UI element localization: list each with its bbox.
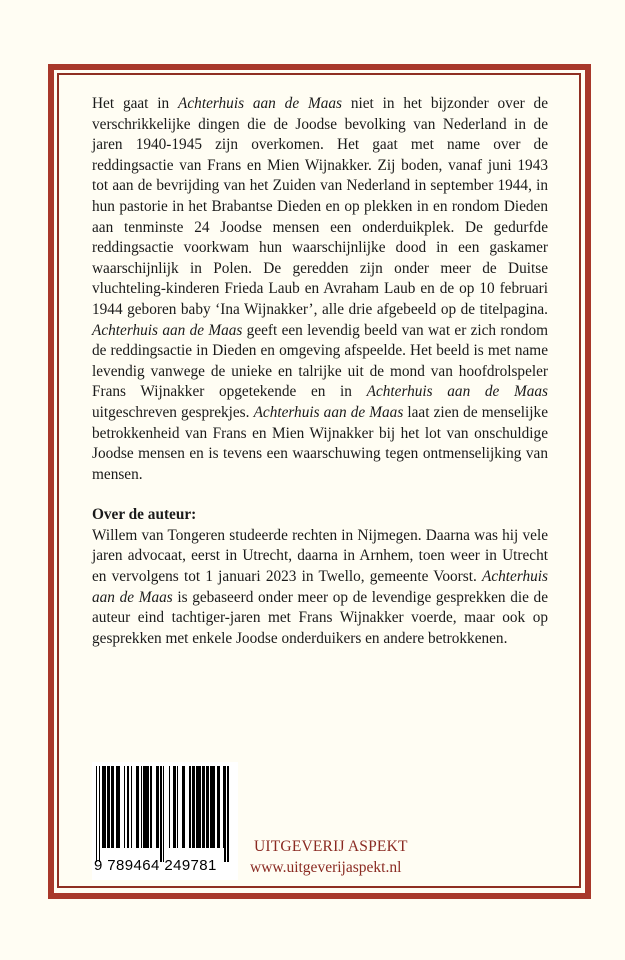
- barcode-bar: [210, 766, 214, 848]
- barcode-bar: [96, 766, 97, 862]
- about-author-text: [92, 526, 548, 650]
- blurb-text: niet in het bijzonder over de verschrikkelijke dingen die de Joodse bevolking van Nederland in de jaren 1940-1945 zijn overkomen. Het gaat met name over de reddingsactie van Frans en Mien Wijnakker. Zij boden, vanaf juni 1943 tot aan de bevrijding van het Zuiden van Nederland in september 1944, in hun pastorie in het Brabantse Dieden en op plekken in en rondom Dieden aan tenminste 24 Joodse mensen een onderduikplek. De gedurfde reddingsactie voorkwam hun waarschijnlijke dood in een gaskamer waarschijnlijk in Polen. De geredden zijn onder meer de Duitse vluchteling-kinderen Frieda Laub en Avraham Laub en de op 10 februari 1944 geboren baby ‘Ina Wijnakker’, alle drie afgebeeld op de titelpagina.: [92, 95, 548, 318]
- barcode-bar: [177, 766, 178, 848]
- publisher-name: UITGEVERIJ ASPEKT: [254, 838, 408, 855]
- blurb-text: uitgeschreven gesprekjes.: [92, 403, 254, 421]
- barcode-bar: [163, 766, 164, 862]
- barcode-bar: [169, 766, 170, 848]
- barcode-bar: [141, 766, 142, 848]
- barcode-bar: [202, 766, 205, 848]
- barcode-bar: [227, 766, 228, 862]
- isbn-digits: 9 789464 249781: [94, 857, 217, 874]
- barcode-bar: [189, 766, 190, 848]
- barcode-bar: [173, 766, 176, 848]
- barcode-bar: [150, 766, 151, 848]
- barcode-bar: [196, 766, 200, 848]
- barcode-bar: [102, 766, 106, 848]
- author-bio-text: is gebaseerd onder meer op de levendige gesprekken die de auteur eind tachtiger-jaren met Frans Wijnakker voerde, maar ook op gesprekken met enkele Joodse onderduikers en andere betrokkenen.: [92, 588, 548, 647]
- blurb-text: geeft een levendig beeld van wat er zich rondom de reddingsactie in Dieden en omgeving afspeelde. Het beeld is met name levendig vanwege de unieke en talrijke uit de mond van hoofdrolspeler Frans Wijnakker opgetekende en in: [92, 321, 548, 401]
- barcode-bar: [206, 766, 209, 848]
- barcode-bar: [131, 766, 132, 848]
- barcode-bar: [182, 766, 185, 848]
- blurb-text: Het gaat in: [92, 95, 179, 112]
- barcode-bar: [143, 766, 149, 848]
- publisher-url-link[interactable]: www.uitgeverijaspekt.nl: [250, 859, 402, 876]
- barcode-bar: [136, 766, 139, 848]
- isbn-barcode: [92, 762, 238, 880]
- barcode-bar: [124, 766, 125, 848]
- barcode-bar: [116, 766, 120, 848]
- book-blurb: [92, 94, 548, 485]
- about-author-heading: Over de auteur:: [92, 506, 197, 524]
- barcode-bar: [99, 766, 100, 862]
- barcode-bar: [127, 766, 130, 848]
- publisher-block: [250, 837, 408, 879]
- barcode-bar: [217, 766, 220, 848]
- back-cover-text: [92, 94, 548, 649]
- author-bio-text: Willem van Tongeren studeerde rechten in Nijmegen. Daarna was hij vele jaren advocaat, eerst in Utrecht, daarna in Arnhem, toen weer in Utrecht en vervolgens tot 1 januari 2023 in Twello, gemeente Voorst.: [92, 526, 548, 586]
- book-title-italic: Achterhuis aan de Maas: [178, 95, 342, 112]
- barcode-bar: [224, 766, 225, 862]
- barcode-bar: [160, 766, 161, 862]
- book-title-italic: Achterhuis aan de Maas: [253, 403, 404, 421]
- barcode-bar: [107, 766, 110, 848]
- barcode-bar: [156, 766, 159, 848]
- barcode-bar: [111, 766, 114, 848]
- barcode-bar: [192, 766, 195, 848]
- blurb-text: laat zien de menselijke betrokkenheid van Frans en Mien Wijnakker bij het lot van onschuldige Joodse mensen en is tevens een waarschuwing tegen ontmenselijking van mensen.: [92, 403, 548, 483]
- book-title-italic: Achterhuis aan de Maas: [92, 321, 243, 339]
- book-title-italic: Achterhuis aan de Maas: [366, 383, 548, 401]
- book-title-italic: Achterhuis aan de Maas: [92, 568, 548, 606]
- barcode-bars: [96, 766, 234, 862]
- isbn-number: [94, 857, 238, 875]
